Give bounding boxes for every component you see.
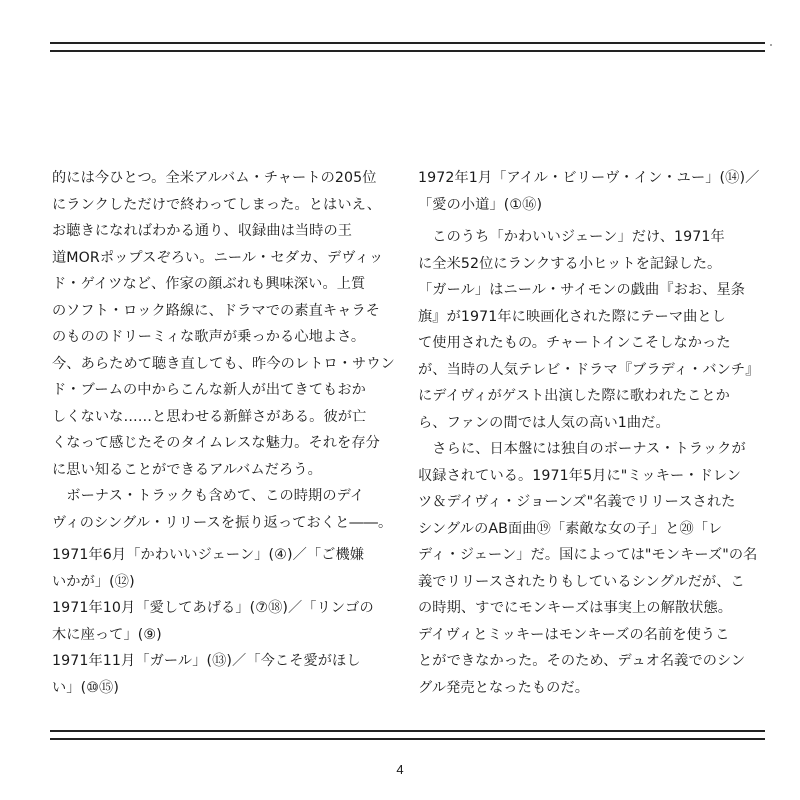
text-line: くなって感じたそのタイムレスな魅力。それを存分	[52, 435, 380, 451]
header-rule-bottom	[50, 50, 765, 52]
text-line: 的には今ひとつ。全米アルバム・チャートの205位	[52, 170, 377, 186]
text-line: にデイヴィがゲスト出演した際に歌われたことか	[418, 388, 730, 404]
text-line: 収録されている。1971年5月に"ミッキー・ドレン	[418, 467, 742, 484]
text-line: ら、ファンの間では人気の高い1曲だ。	[418, 414, 670, 431]
header-rule-top	[50, 42, 765, 44]
text-line: 木に座って」(⑨)	[52, 626, 162, 643]
text-line: の時期、すでにモンキーズは事実上の解散状態。	[418, 600, 733, 616]
text-line: とができなかった。そのため、デュオ名義でのシン	[418, 653, 746, 669]
text-line: 旗』が1971年に映画化された際にテーマ曲とし	[418, 308, 726, 325]
text-line: 1971年11月「ガール」(⑬)／「今こそ愛がほし	[52, 653, 361, 669]
text-line: 今、あらためて聴き直しても、昨今のレトロ・サウン	[52, 355, 395, 372]
text-line: が、当時の人気テレビ・ドラマ『ブラディ・バンチ』	[418, 361, 760, 378]
text-line: さらに、日本盤には独自のボーナス・トラックが	[418, 441, 746, 457]
footer-rule-bottom	[50, 738, 765, 740]
text-line: 1971年10月「愛してあげる」(⑦⑱)／「リンゴの	[52, 600, 374, 616]
text-line: ボーナス・トラックも含めて、この時期のデイ	[52, 488, 365, 504]
text-line: にランクしただけで終わってしまった。とはいえ、	[52, 196, 382, 213]
text-line: 道MORポップスぞろい。ニール・セダカ、デヴィッ	[52, 249, 384, 266]
text-line: に全米52位にランクする小ヒットを記録した。	[418, 255, 722, 272]
footer-rule-top	[50, 730, 765, 732]
page-number: 4	[396, 762, 404, 777]
text-line: しくないな……と思わせる新鮮さがある。彼が亡	[52, 408, 367, 425]
scan-speck	[770, 44, 772, 46]
text-line: いかが」(⑫)	[52, 573, 135, 590]
text-line: ド・ブームの中からこんな新人が出てきてもおか	[52, 382, 366, 398]
text-line: ツ＆デイヴィ・ジョーンズ"名義でリリースされた	[418, 494, 736, 510]
text-line: 1972年1月「アイル・ビリーヴ・イン・ユー」(⑭)／	[418, 170, 760, 186]
text-line: お聴きになればわかる通り、収録曲は当時の王	[52, 223, 353, 239]
text-line: デイヴィとミッキーはモンキーズの名前を使うこ	[418, 626, 730, 643]
text-line: のもののドリーミィな歌声が乗っかる心地よさ。	[52, 329, 366, 345]
text-line: グル発売となったものだ。	[418, 679, 590, 696]
text-line: このうち「かわいいジェーン」だけ、1971年	[418, 229, 725, 245]
text-line: 「ガール」はニール・サイモンの戯曲『おお、星条	[418, 282, 746, 298]
text-line: ヴィのシングル・リリースを振り返っておくと――。	[52, 514, 393, 531]
text-line: ド・ゲイツなど、作家の顔ぶれも興味深い。上質	[52, 276, 366, 292]
text-line: い」(⑩⑮)	[52, 679, 119, 696]
text-line: 「愛の小道」(①⑯)	[418, 196, 543, 213]
text-line: のソフト・ロック路線に、ドラマでの素直キャラそ	[52, 302, 381, 319]
text-line: シングルのAB面曲⑲「素敵な女の子」と⑳「レ	[418, 520, 723, 537]
text-line: に思い知ることができるアルバムだろう。	[52, 461, 322, 478]
right-text-column	[418, 165, 760, 701]
text-line: ディ・ジェーン」だ。国によっては"モンキーズ"の名	[418, 547, 758, 563]
text-line: 義でリリースされたりもしているシングルだが、こ	[418, 573, 745, 590]
left-text-column	[52, 165, 395, 701]
text-line: て使用されたもの。チャートインこそしなかった	[418, 335, 731, 351]
text-line: 1971年6月「かわいいジェーン」(④)／「ご機嫌	[52, 547, 365, 563]
